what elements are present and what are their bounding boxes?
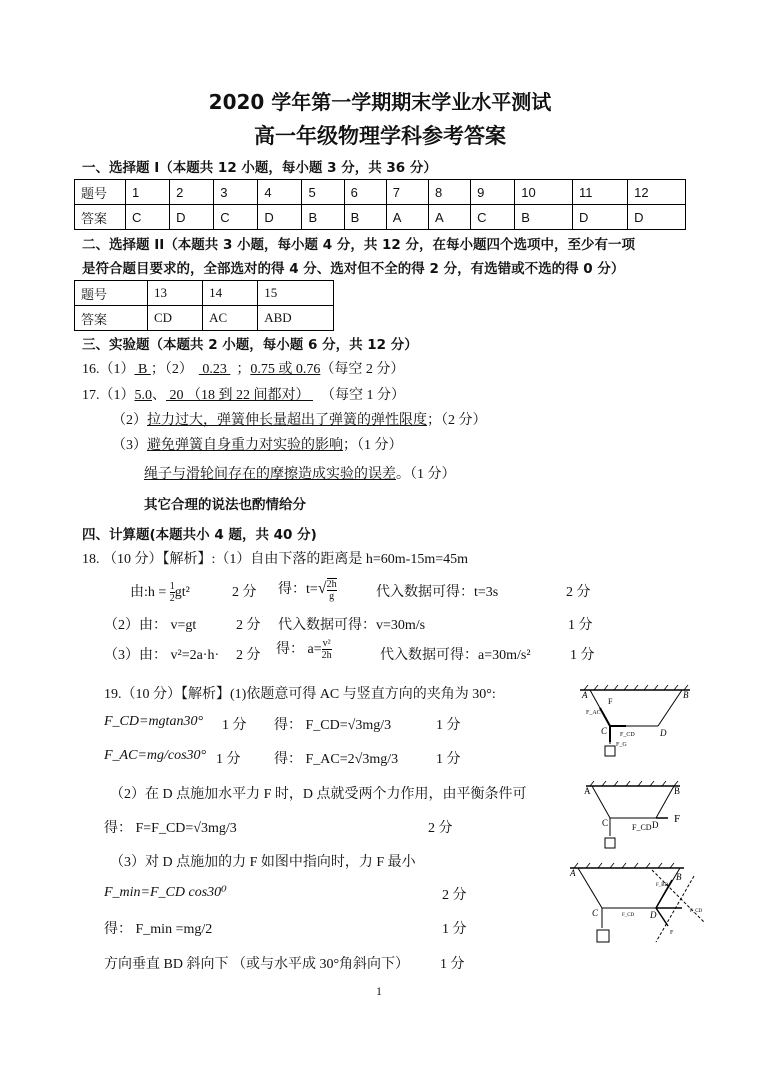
answer-cell: ABD: [258, 306, 334, 331]
table-label: 答案: [75, 205, 126, 230]
question-number-cell: 13: [148, 281, 203, 306]
label-F: F: [608, 697, 613, 706]
q19-part3-result: 得： F_min =mg/2: [104, 922, 213, 937]
q17-part3-alt: 绳子与滑轮间存在的摩擦造成实验的误差。（1 分）: [144, 467, 456, 482]
question-number-cell: 8: [428, 180, 470, 205]
label-C: C: [602, 818, 609, 828]
table-label: 题号: [75, 180, 126, 205]
q19-line1-result: 得： F_CD=√3mg/3: [274, 718, 392, 733]
section2-heading-line2: 是符合题目要求的，全部选对的得 4 分、选对但不全的得 2 分，有选错或不选的得 0 分）: [82, 261, 625, 277]
label-Fcd-right: F_CD: [690, 909, 703, 914]
page-number: 1: [376, 984, 382, 998]
q18-line1-formula: 得：t=√ $\frac{2h}{g}$: [278, 579, 337, 602]
q18-line3-score2: 1 分: [570, 648, 595, 663]
label-Fcd: F_CD: [622, 913, 635, 918]
answer-cell: D: [258, 205, 302, 230]
label-D: D: [650, 910, 657, 920]
question-number-cell: 1: [126, 180, 170, 205]
label-B: B: [676, 872, 682, 882]
q19-line1: F_CD=mgtan30°: [104, 714, 204, 729]
question-number-cell: 9: [471, 180, 515, 205]
q17-answer: 17.（1）5.0、 20 （18 到 22 间都对） （每空 1 分）: [82, 388, 405, 403]
label-F: F: [674, 813, 681, 825]
force-diagram-2: [580, 780, 690, 852]
q18-line1-score1: 2 分: [232, 585, 257, 600]
answer-cell: C: [214, 205, 258, 230]
q19-part3: （3）对 D 点施加的力 F 如图中指向时，力 F 最小: [110, 855, 416, 870]
question-number-cell: 12: [628, 180, 686, 205]
answer-cell: D: [628, 205, 686, 230]
grading-note: 其它合理的说法也酌情给分: [144, 497, 306, 513]
question-number-cell: 2: [170, 180, 214, 205]
table-label: 题号: [75, 281, 148, 306]
q19-line1-score: 1 分: [222, 718, 247, 733]
question-number-cell: 5: [302, 180, 344, 205]
answer-cell: AC: [203, 306, 258, 331]
answer-cell: C: [471, 205, 515, 230]
label-Fg: F_G: [616, 742, 627, 748]
q17-part2: （2）拉力过大，弹簧伸长量超出了弹簧的弹性限度；（2 分）: [112, 413, 487, 428]
q19-part2-result: 得： F=F_CD=√3mg/3: [104, 821, 237, 836]
q19-line2-result: 得： F_AC=2√3mg/3: [274, 752, 399, 767]
answer-cell: C: [126, 205, 170, 230]
label-D: D: [652, 820, 659, 830]
q17-part3: （3）避免弹簧自身重力对实验的影响；（1 分）: [112, 438, 403, 453]
question-number-cell: 3: [214, 180, 258, 205]
q19-line2-score: 1 分: [216, 752, 241, 767]
force-diagram-3: [564, 862, 714, 954]
section3-heading: 三、实验题（本题共 2 小题，每小题 6 分，共 12 分）: [82, 337, 418, 353]
q19-intro: 19.（10 分）【解析】(1)依题意可得 AC 与竖直方向的夹角为 30°:: [104, 687, 496, 702]
question-number-cell: 10: [515, 180, 573, 205]
q16-answer: 16.（1） B ；（2） 0.23 ；0.75 或 0.76（每空 2 分）: [82, 362, 405, 377]
q18-intro: 18. （10 分）【解析】:（1）自由下落的距离是 h=60m-15m=45m: [82, 552, 469, 567]
q19-part2-score: 2 分: [428, 821, 453, 836]
question-number-cell: 4: [258, 180, 302, 205]
label-Fac: F_AC: [586, 710, 601, 716]
answer-cell: B: [515, 205, 573, 230]
q18-line2-score: 2 分: [236, 618, 261, 633]
q19-line2: F_AC=mg/cos30°: [104, 748, 207, 763]
answer-cell: A: [428, 205, 470, 230]
section1-heading: 一、选择题 I（本题共 12 小题，每小题 3 分，共 36 分）: [82, 160, 437, 176]
q19-part3-direction: 方向垂直 BD 斜向下 （或与水平成 30°角斜向下）: [104, 957, 410, 972]
answer-cell: B: [344, 205, 386, 230]
label-A: A: [582, 690, 588, 700]
q18-line3: （3）由： v²=2a·h·: [104, 648, 220, 663]
answer-cell: D: [573, 205, 628, 230]
q18-line2: （2）由： v=gt: [104, 618, 197, 633]
label-B: B: [683, 690, 689, 700]
label-A: A: [584, 786, 591, 796]
q19-line1-score2: 1 分: [436, 718, 461, 733]
question-number-cell: 6: [344, 180, 386, 205]
section2-answer-table: [74, 280, 334, 331]
force-diagram-1: [570, 684, 700, 764]
answer-cell: D: [170, 205, 214, 230]
answer-cell: A: [386, 205, 428, 230]
section4-heading: 四、计算题(本题共小 4 题，共 40 分): [82, 527, 317, 543]
q18-line1-result: 代入数据可得：t=3s: [376, 585, 499, 600]
q18-line3-result: 代入数据可得：a=30m/s²: [380, 648, 531, 663]
q19-part3-eq: F_min=F_CD cos30⁰: [104, 885, 227, 900]
label-C: C: [601, 726, 608, 736]
table-label: 答案: [75, 306, 148, 331]
section1-answer-table: [74, 179, 686, 230]
q19-line2-score2: 1 分: [436, 752, 461, 767]
q19-part3-score2: 1 分: [442, 922, 467, 937]
q18-line2-result: 代入数据可得：v=30m/s: [278, 618, 426, 633]
label-B: B: [674, 786, 681, 796]
q19-part2: （2）在 D 点施加水平力 F 时，D 点就受两个力作用，由平衡条件可: [110, 787, 527, 802]
q19-part3-score: 2 分: [442, 888, 467, 903]
q18-line3-formula: 得： a= $\frac{\text{v²}}{2h}$: [276, 638, 332, 662]
label-C: C: [592, 908, 599, 918]
label-Fcd: F_CD: [632, 823, 652, 832]
label-A: A: [570, 868, 576, 878]
q18-line2-score2: 1 分: [568, 618, 593, 633]
question-number-cell: 7: [386, 180, 428, 205]
q18-line3-score: 2 分: [236, 648, 261, 663]
section2-heading-line1: 二、选择题 II（本题共 3 小题，每小题 4 分，共 12 分，在每小题四个选项中，至少有一项: [82, 237, 636, 253]
question-number-cell: 11: [573, 180, 628, 205]
label-Fbd: F_BD: [656, 883, 669, 888]
answer-cell: B: [302, 205, 344, 230]
label-D: D: [660, 728, 667, 738]
document-title: 2020 学年第一学期期末学业水平测试: [208, 90, 552, 114]
q18-line1-score2: 2 分: [566, 585, 591, 600]
q18-line1-a: 由:h = $\frac{1}{2}$ gt²: [130, 581, 190, 605]
question-number-cell: 14: [203, 281, 258, 306]
q19-part3-score3: 1 分: [440, 957, 465, 972]
label-F: F: [670, 930, 674, 936]
answer-cell: CD: [148, 306, 203, 331]
document-subtitle: 高一年级物理学科参考答案: [254, 124, 506, 148]
question-number-cell: 15: [258, 281, 334, 306]
label-Fcd: F_CD: [620, 732, 635, 738]
